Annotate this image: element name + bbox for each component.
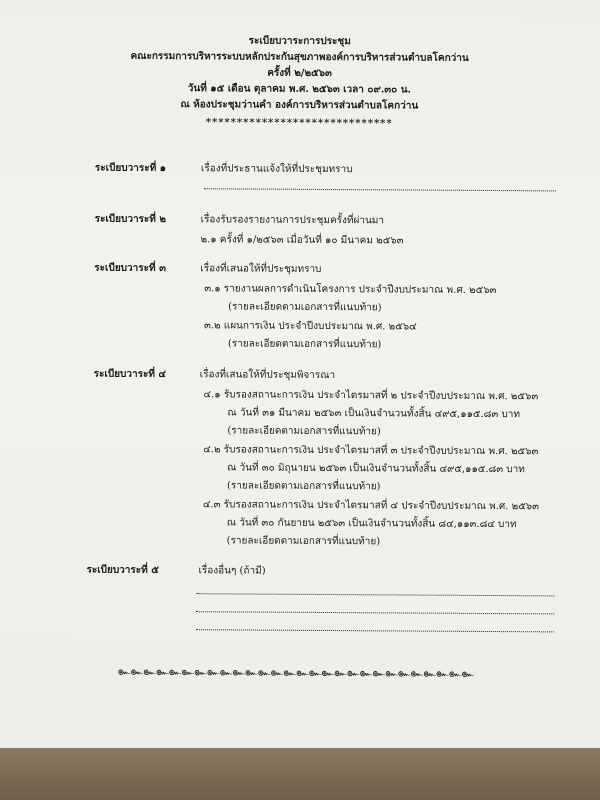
background-surface — [0, 748, 600, 800]
agenda-4-item-3: ๔.๓ รับรองสถานะการเงิน ประจำไตรมาสที่ ๔ ประจำปีงบประมาณ พ.ศ. ๒๕๖๓ — [202, 499, 540, 513]
agenda-3-item-2-note: (รายละเอียดตามเอกสารที่แนบท้าย) — [227, 338, 382, 351]
agenda-5-label: ระเบียบวาระที่ ๕ — [86, 564, 159, 576]
agenda-5-dotted-line-1 — [196, 593, 554, 596]
meeting-datetime: วันที่ ๑๕ เดือน ตุลาคม พ.ศ. ๒๕๖๓ เวลา ๐๙.๓๐ น. — [187, 83, 412, 96]
agenda-3-label: ระเบียบวาระที่ ๓ — [94, 262, 166, 275]
committee-name: คณะกรรมการบริหารระบบหลักประกันสุขภาพองค์การบริหารส่วนตำบลโคกว่าน — [130, 50, 469, 64]
agenda-3-item-1: ๓.๑ รายงานผลการดำเนินโครงการ ประจำปีงบประมาณ พ.ศ. ๒๕๖๓ — [204, 283, 497, 297]
agenda-2-item-1: ๒.๑ ครั้งที่ ๑/๒๕๖๓ เมื่อวันที่ ๑๐ มีนาคม ๒๕๖๓ — [200, 234, 404, 247]
meeting-venue: ณ ห้องประชุมว่านคำ องค์การบริหารส่วนตำบลโคกว่าน — [180, 99, 419, 112]
agenda-4-item-1-note: (รายละเอียดตามเอกสารที่แนบท้าย) — [227, 425, 381, 438]
agenda-4-item-2-amount: ณ วันที่ ๓๐ มิถุนายน ๒๕๖๓ เป็นเงินจำนวนทั้งสิ้น ๔๙๕,๑๑๕.๘๓ บาท — [227, 462, 525, 476]
document-title: ระเบียบวาระการประชุม — [248, 35, 351, 48]
footer-ornament: ๛๛๛๛๛๛๛๛๛๛๛๛๛๛๛๛๛๛๛๛๛๛๛๛๛๛๛๛ — [117, 664, 475, 680]
agenda-4-item-3-note: (รายละเอียดตามเอกสารที่แนบท้าย) — [226, 535, 381, 548]
agenda-4-item-2-note: (รายละเอียดตามเอกสารที่แนบท้าย) — [226, 480, 381, 493]
agenda-4-item-2: ๔.๒ รับรองสถานะการเงิน ประจำไตรมาสที่ ๓ ประจำปีงบประมาณ พ.ศ. ๒๕๖๓ — [203, 444, 539, 458]
agenda-4-item-3-amount: ณ วันที่ ๓๐ กันยายน ๒๕๖๓ เป็นเงินจำนวนทั้งสิ้น ๘๔,๑๑๓.๘๔ บาท — [226, 517, 517, 531]
agenda-2-title: เรื่องรับรองรายงานการประชุมครั้งที่ผ่านมา — [200, 214, 385, 227]
agenda-1-label: ระเบียบวาระที่ ๑ — [94, 162, 167, 175]
agenda-4-title: เรื่องที่เสนอให้ที่ประชุมพิจารณา — [199, 369, 336, 382]
agenda-5-dotted-line-3 — [196, 629, 554, 632]
agenda-3-title: เรื่องที่เสนอให้ที่ประชุมทราบ — [200, 263, 322, 275]
header-separator: ****************************** — [205, 117, 393, 130]
agenda-1-dotted-line — [204, 188, 556, 191]
agenda-5-title: เรื่องอื่นๆ (ถ้ามี) — [198, 565, 266, 577]
agenda-4-item-1: ๔.๑ รับรองสถานะการเงิน ประจำไตรมาสที่ ๒ ประจำปีงบประมาณ พ.ศ. ๒๕๖๓ — [203, 389, 539, 403]
agenda-3-item-2: ๓.๒ แผนการเงิน ประจำปีงบประมาณ พ.ศ. ๒๕๖๔ — [203, 320, 417, 333]
agenda-4-item-1-amount: ณ วันที่ ๓๑ มีนาคม ๒๕๖๓ เป็นเงินจำนวนทั้งสิ้น ๔๙๕,๑๑๕.๘๓ บาท — [227, 407, 521, 421]
meeting-number: ครั้งที่ ๒/๒๕๖๓ — [267, 67, 332, 80]
agenda-3-item-1-note: (รายละเอียดตามเอกสารที่แนบท้าย) — [228, 301, 382, 314]
agenda-5-dotted-line-2 — [196, 611, 554, 614]
agenda-2-label: ระเบียบวาระที่ ๒ — [94, 213, 167, 226]
agenda-4-label: ระเบียบวาระที่ ๔ — [93, 368, 167, 381]
agenda-1-title: เรื่องที่ประธานแจ้งให้ที่ประชุมทราบ — [200, 163, 353, 176]
